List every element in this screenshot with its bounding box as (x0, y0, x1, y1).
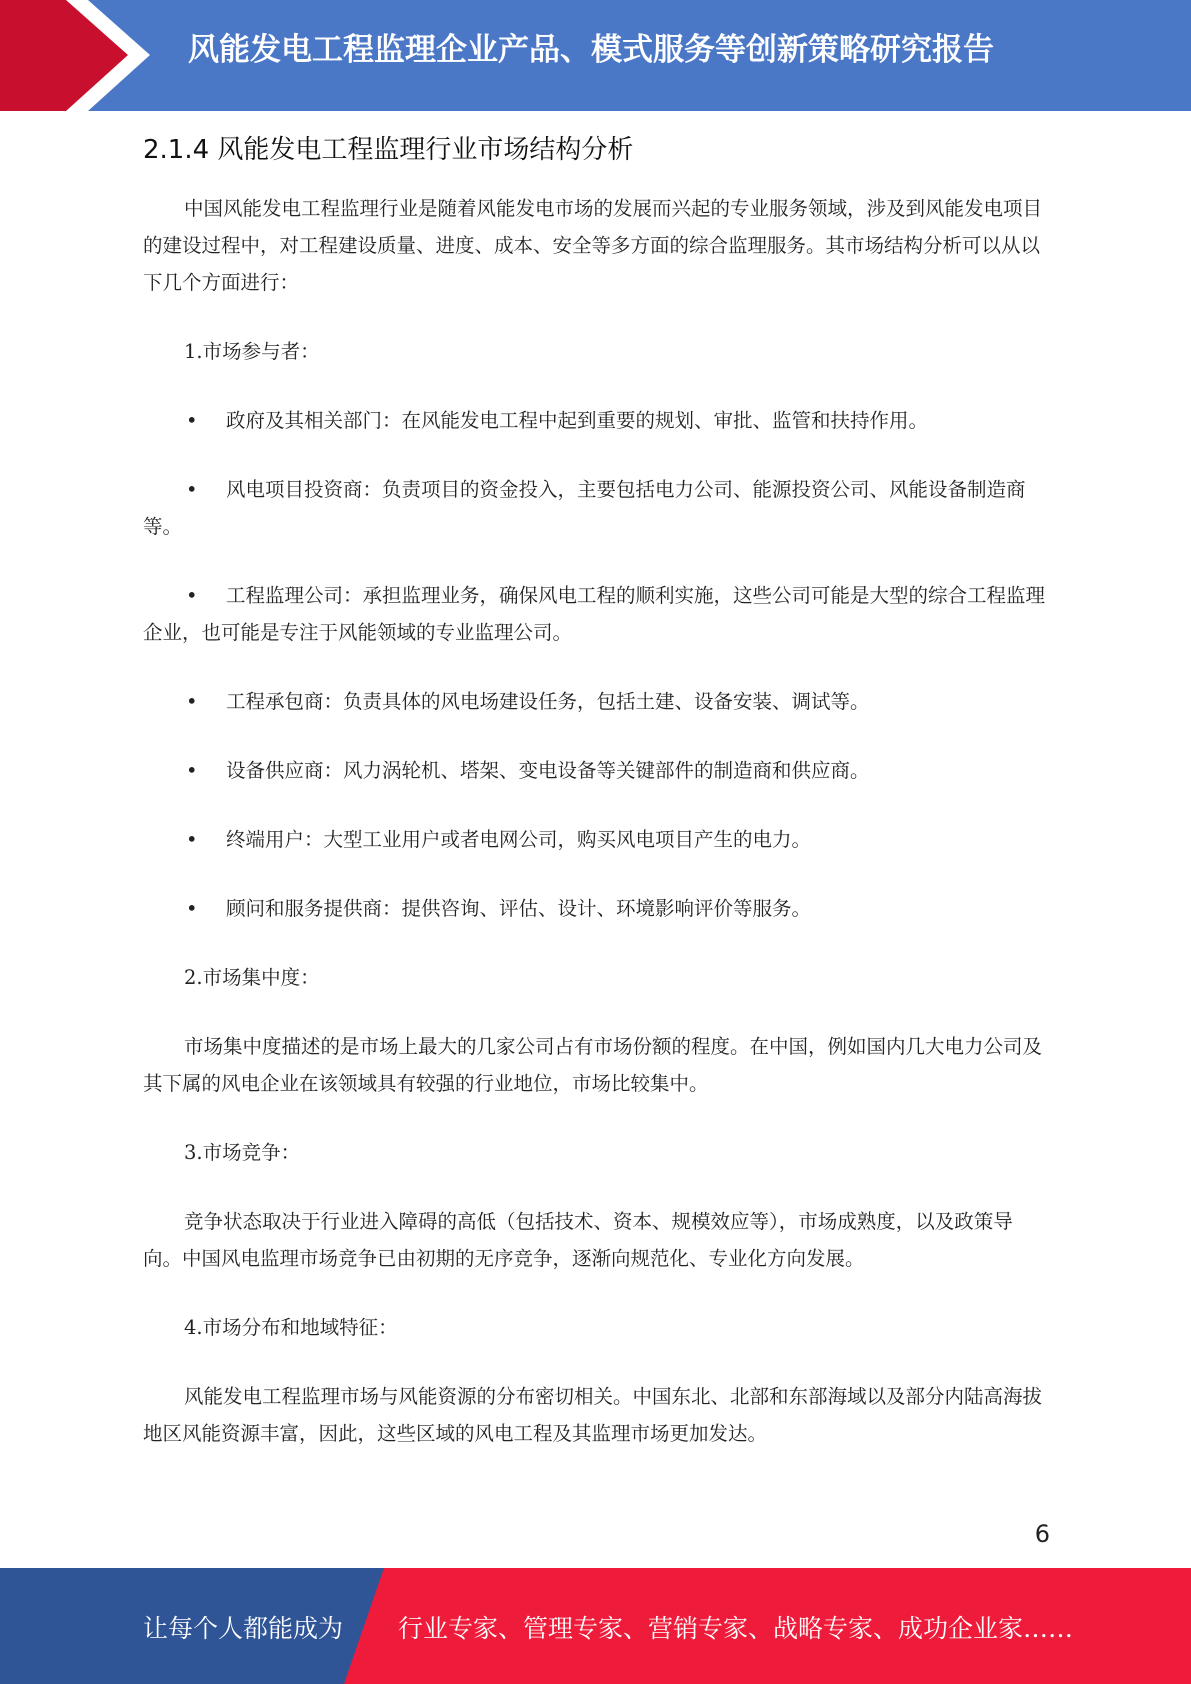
main-content (143, 132, 1048, 1484)
intro-paragraph: 中国风能发电工程监理行业是随着风能发电市场的发展而兴起的专业服务领域，涉及到风能发电项目的建设过程中，对工程建设质量、进度、成本、安全等多方面的综合监理服务。其市场结构分析可以从以下几个方面进行： (143, 197, 1043, 294)
footer-slogan-right: 行业专家、管理专家、营销专家、战略专家、成功企业家…… (398, 1614, 1074, 1643)
bullet-dot-icon: • (186, 759, 198, 782)
bullet-item-investors (143, 471, 1048, 545)
list-heading-market-participants: 1.市场参与者： (184, 340, 320, 363)
concentration-paragraph: 市场集中度描述的是市场上最大的几家公司占有市场份额的程度。在中国，例如国内几大电力公司及其下属的风电企业在该领域具有较强的行业地位，市场比较集中。 (143, 1035, 1043, 1095)
bullet-text: 工程监理公司：承担监理业务，确保风电工程的顺利实施，这些公司可能是大型的综合工程监理企业，也可能是专注于风能领域的专业监理公司。 (143, 584, 1046, 644)
bullet-item-contractors (143, 683, 1048, 720)
page-number: 6 (1034, 1520, 1050, 1548)
bullet-item-suppliers (143, 752, 1048, 789)
header-title: 风能发电工程监理企业产品、模式服务等创新策略研究报告 (188, 32, 994, 68)
bullet-text: 政府及其相关部门：在风能发电工程中起到重要的规划、审批、监管和扶持作用。 (226, 409, 929, 432)
bullet-text: 设备供应商：风力涡轮机、塔架、变电设备等关键部件的制造商和供应商。 (226, 759, 870, 782)
bullet-dot-icon: • (186, 584, 198, 607)
bullet-item-government (143, 402, 1048, 439)
list-heading-market-competition: 3.市场竞争： (184, 1141, 301, 1164)
header-chevron-decoration (0, 0, 160, 111)
bullet-dot-icon: • (186, 690, 198, 713)
bullet-dot-icon: • (186, 897, 198, 920)
competition-paragraph: 竞争状态取决于行业进入障碍的高低（包括技术、资本、规模效应等），市场成熟度，以及政策导向。中国风电监理市场竞争已由初期的无序竞争，逐渐向规范化、专业化方向发展。 (143, 1210, 1013, 1270)
bullet-dot-icon: • (186, 478, 198, 501)
distribution-paragraph: 风能发电工程监理市场与风能资源的分布密切相关。中国东北、北部和东部海域以及部分内陆高海拔地区风能资源丰富，因此，这些区域的风电工程及其监理市场更加发达。 (143, 1385, 1043, 1445)
bullet-dot-icon: • (186, 828, 198, 851)
bullet-text: 风电项目投资商：负责项目的资金投入，主要包括电力公司、能源投资公司、风能设备制造商等。 (143, 478, 1026, 538)
bullet-item-consultants (143, 890, 1048, 927)
section-heading: 2.1.4 风能发电工程监理行业市场结构分析 (143, 135, 634, 165)
bullet-text: 工程承包商：负责具体的风电场建设任务，包括土建、设备安装、调试等。 (226, 690, 870, 713)
list-heading-market-distribution: 4.市场分布和地域特征： (184, 1316, 398, 1339)
bullet-item-end-users (143, 821, 1048, 858)
bullet-item-supervision-companies (143, 577, 1048, 651)
bullet-dot-icon: • (186, 409, 198, 432)
bullet-text: 顾问和服务提供商：提供咨询、评估、设计、环境影响评价等服务。 (226, 897, 812, 920)
footer-slogan-left: 让每个人都能成为 (143, 1614, 344, 1643)
list-heading-market-concentration: 2.市场集中度： (184, 966, 320, 989)
bullet-text: 终端用户：大型工业用户或者电网公司，购买风电项目产生的电力。 (226, 828, 812, 851)
